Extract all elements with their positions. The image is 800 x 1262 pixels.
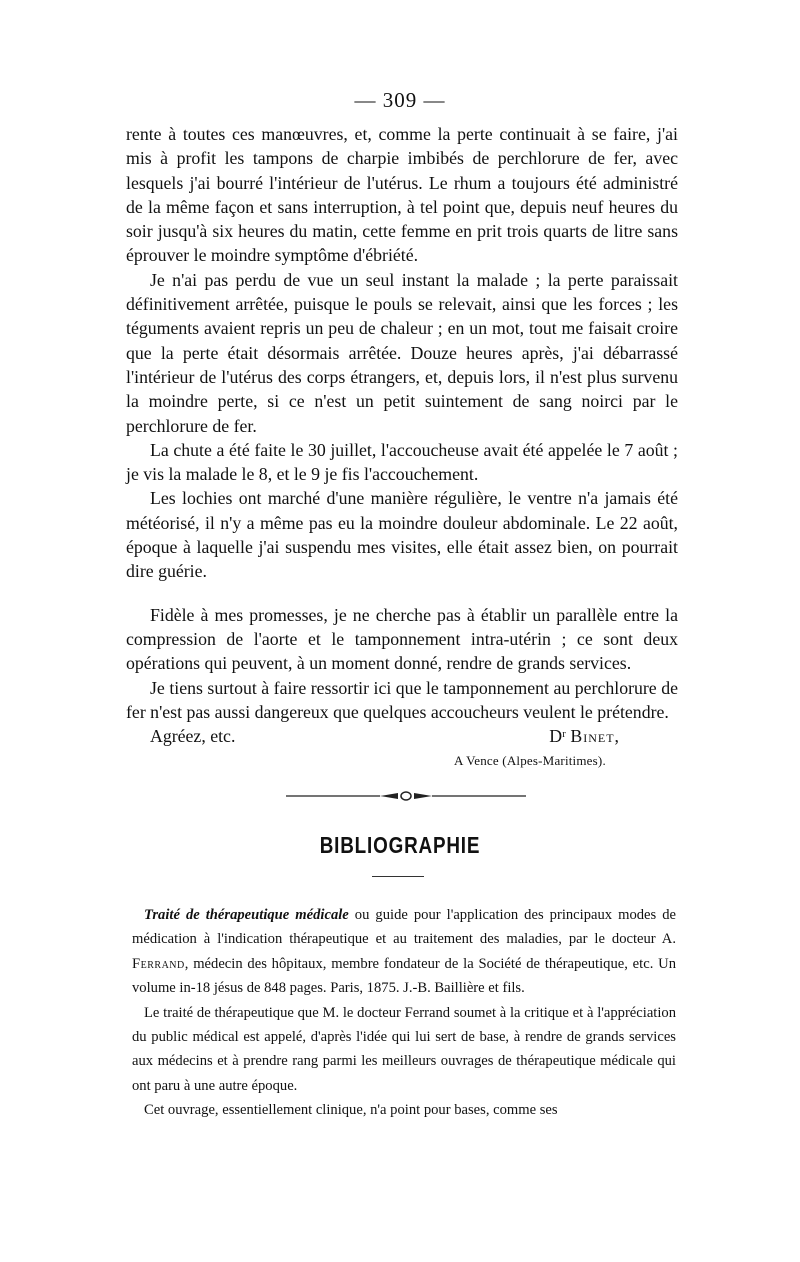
bibliography-body (132, 903, 676, 1123)
page-number: — 309 — (354, 88, 446, 112)
section-heading: BIBLIOGRAPHIE (319, 832, 481, 858)
letter-paragraph: Fidèle à mes promesses, je ne cherche pas à établir un parallèle entre la compression de l'aorte et le tamponnement intra-utérin ; ce sont deux opérations qui peuvent, à un moment donné, rendre de grands services. (126, 604, 678, 674)
letter-paragraph: Je tiens surtout à faire ressortir ici que le tamponnement au perchlorure de fer n'est pas aussi dangereux que quelques accoucheurs veulent le prétendre. (126, 677, 678, 722)
review-paragraph: Le traité de thérapeutique que M. le docteur Ferrand soumet à la critique et à l'appréciation du public médical est appelé, d'après l'idée qui lui sert de base, à rendre de grands services aux médecins et à prendre rang parmi les meilleurs ouvrages de thérapeutique médicale qui ont paru à une autre époque. (132, 1004, 676, 1094)
letter-body (126, 122, 678, 748)
entry-text: ou guide pour l'application des principaux modes de médication à l'indication thérapeutique et au traitement des maladies, par le docteur A. (132, 907, 676, 948)
closing-formula: Agréez, etc. (150, 726, 236, 747)
signature-title: Dʳ (549, 726, 566, 747)
letter-paragraph: Je n'ai pas perdu de vue un seul instant la malade ; la perte paraissait définitivement arrêtée, puisque le pouls se relevait, ainsi que les forces ; les téguments avaient repris un peu de chaleur ; en un mot, tout me faisait croire que la perte était désormais arrêtée. Douze heures après, j'ai débarrassé l'intérieur de l'utérus des corps étrangers, et, depuis lors, il n'est plus survenu la moindre perte, si ce n'est un petit suintement de sang noirci par le perchlorure de fer. (126, 269, 678, 436)
author-name: Ferrand (132, 955, 185, 972)
signature-place: A Vence (Alpes-Maritimes). (454, 753, 606, 768)
review-paragraph: Cet ouvrage, essentiellement clinique, n'a point pour bases, comme ses (144, 1102, 558, 1119)
signature-line (126, 724, 678, 748)
book-title: Traité de thérapeutique médicale (144, 907, 349, 923)
letter-paragraph: Les lochies ont marché d'une manière régulière, le ventre n'a jamais été météorisé, il n'y a même pas eu la moindre douleur abdominale. Le 22 août, époque à laquelle j'ai suspendu mes visites, elle était assez bien, on pourrait dire guérie. (126, 488, 678, 582)
letter-paragraph: La chute a été faite le 30 juillet, l'accoucheuse avait été appelée le 7 août ; je vis la malade le 8, et le 9 je fis l'accouchement. (126, 439, 678, 485)
letter-paragraph: rente à toutes ces manœuvres, et, comme la perte continuait à se faire, j'ai mis à profit les tampons de charpie imbibés de perchlorure de fer, avec lesquels j'ai bourré l'intérieur de l'utérus. Le rhum a toujours été administré de la même façon et sans interruption, à tel point que, depuis neuf heures du soir jusqu'à six heures du matin, cette femme en prit trois quarts de litre sans éprouver le moindre symptôme d'ébriété. (126, 124, 678, 266)
entry-text: , médecin des hôpitaux, membre fondateur de la Société de thérapeutique, etc. Un volume in-18 jésus de 848 pages. Paris, 1875. J.-B. Baillière et fils. (132, 955, 676, 997)
short-divider (372, 876, 424, 877)
signature (549, 724, 620, 748)
paragraph-gap (126, 584, 678, 603)
signature-name: Binet, (570, 726, 620, 747)
bibliography-entry (132, 903, 676, 1001)
ornamental-rule (286, 786, 526, 806)
